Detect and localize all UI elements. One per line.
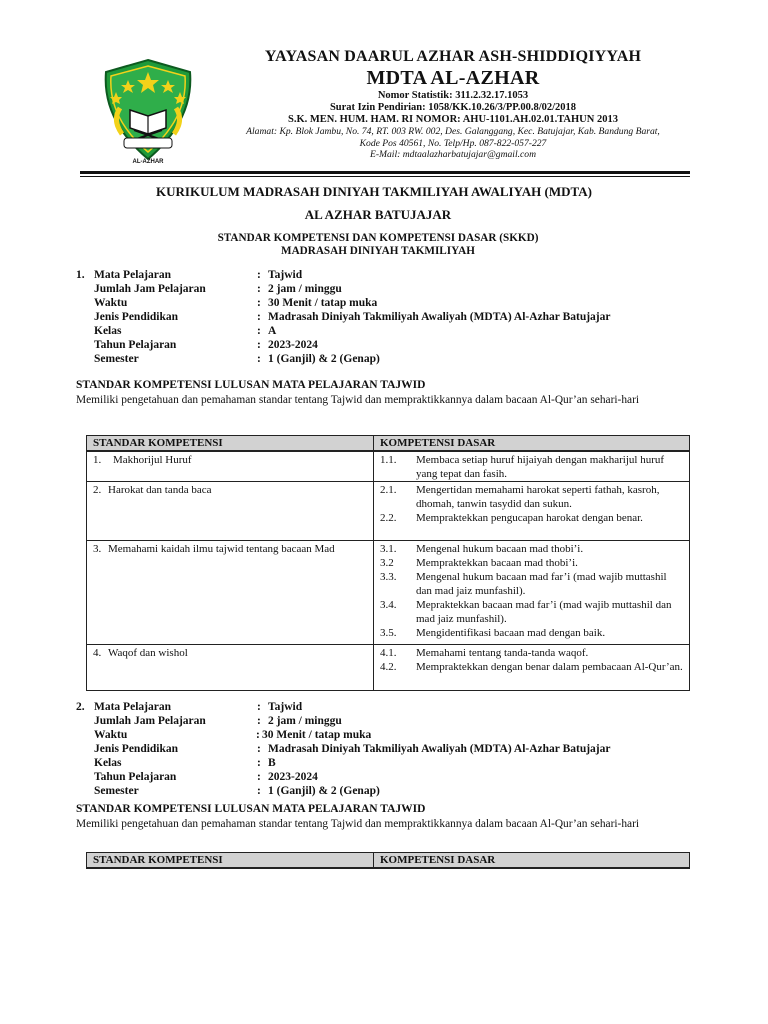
colon: : [257,757,261,769]
table-header-row [87,436,690,452]
column-header-kd: KOMPETENSI DASAR [374,436,690,452]
kd-number: 3.5. [380,627,397,639]
sk-number: 2. [93,484,102,496]
permit-number: Surat Izin Pendirian: 1058/KK.10.26/3/PP.00.8/02/2018 [329,102,577,113]
sk-number: 4. [93,647,102,659]
value-class: A [268,325,277,337]
column-header-kd: KOMPETENSI DASAR [374,853,690,869]
kd-number: 2.1. [380,484,397,496]
value-time: 30 Menit / tatap muka [262,729,372,741]
table-row [87,482,690,541]
colon: : [257,325,261,337]
kd-number: 4.2. [380,661,397,673]
colon: : [257,311,261,323]
sk-text: Makhorijul Huruf [113,454,192,466]
value-hours: 2 jam / minggu [268,283,342,295]
heading-line-3: STANDAR KOMPETENSI DAN KOMPETENSI DASAR (SKKD) [217,232,539,244]
kd-number: 4.1. [380,647,397,659]
table-header-row [87,853,690,869]
value-subject: Tajwid [268,701,303,713]
heading-line-2: AL AZHAR BATUJAJAR [304,207,452,222]
column-header-sk: STANDAR KOMPETENSI [87,853,374,869]
section-1-sk-desc: Memiliki pengetahuan dan pemahaman standar tentang Tajwid dan mempraktikkannya dalam bacaan Al-Qur’an sehari-hari [76,394,640,406]
header-divider-thin [80,176,690,177]
column-header-sk: STANDAR KOMPETENSI [87,436,374,452]
label-semester: Semester [94,353,139,365]
colon: : [257,353,261,365]
kd-text: Mengidentifikasi bacaan mad dengan baik. [416,627,606,639]
section-2-sk-title: STANDAR KOMPETENSI LULUSAN MATA PELAJARAN TAJWID [76,803,426,815]
kd-text: Mengertidan memahami harokat seperti fathah, kasroh, dhomah, tanwin tasydid dan sukun. [416,484,660,510]
value-year: 2023-2024 [268,339,318,351]
label-education-type: Jenis Pendidikan [94,743,179,755]
kd-number: 3.4. [380,599,397,611]
address-line-2: Kode Pos 40561, No. Telp/Hp. 087-822-057-227 [359,137,547,149]
kd-number: 3.1. [380,543,397,555]
colon: : [257,743,261,755]
logo-text: AL-AZHAR [132,159,164,165]
foundation-name: YAYASAN DAARUL AZHAR ASH-SHIDDIQIYYAH [264,48,642,65]
colon: : [257,715,261,727]
school-name: MDTA AL-AZHAR [366,67,540,89]
address-line-1: Alamat: Kp. Blok Jambu, No. 74, RT. 003 RW. 002, Des. Galanggang, Kec. Batujajar, Kab. Bandung Barat, [246,126,660,137]
label-hours: Jumlah Jam Pelajaran [94,283,206,295]
table-row [87,451,690,482]
label-class: Kelas [94,325,122,337]
letterhead-text [198,48,708,161]
value-class: B [268,757,276,769]
section-1-sk-title: STANDAR KOMPETENSI LULUSAN MATA PELAJARAN TAJWID [76,379,426,391]
kd-text: Memahami tentang tanda-tanda waqof. [416,647,589,659]
colon: : [257,297,261,309]
school-logo-icon [98,58,198,162]
kd-text: Mempraktekkan pengucapan harokat dengan benar. [416,512,643,524]
table-row [87,541,690,645]
heading-line-1: KURIKULUM MADRASAH DINIYAH TAKMILIYAH AWALIYAH (MDTA) [156,184,592,199]
sk-number: 1. [93,454,102,466]
label-semester: Semester [94,785,139,797]
sk-text: Waqof dan wishol [108,647,188,659]
kd-text: Mepraktekkan bacaan mad far’i (mad wajib muttashil dan mad jaiz munfashil). [416,599,672,625]
colon: : [257,269,261,281]
label-year: Tahun Pelajaran [94,339,177,351]
colon: : [257,701,261,713]
value-education-type: Madrasah Diniyah Takmiliyah Awaliyah (MDTA) Al-Azhar Batujajar [268,743,611,755]
colon: : [257,283,261,295]
label-education-type: Jenis Pendidikan [94,311,179,323]
section-2-info [76,700,696,798]
kd-number: 1.1. [380,454,397,466]
label-time: Waktu [94,729,128,741]
kd-text: Mempraktekkan dengan benar dalam pembacaan Al-Qur’an. [416,661,683,673]
label-subject: Mata Pelajaran [94,269,171,281]
sk-text: Harokat dan tanda baca [108,484,212,496]
document-heading [0,184,768,258]
kd-text: Membaca setiap huruf hijaiyah dengan makharijul huruf yang tepat dan fasih. [416,454,665,480]
sk-text: Memahami kaidah ilmu tajwid tentang bacaan Mad [108,543,335,555]
label-class: Kelas [94,757,122,769]
label-hours: Jumlah Jam Pelajaran [94,715,206,727]
colon: : [257,785,261,797]
colon: : [256,729,260,741]
kd-text: Mengenal hukum bacaan mad thobi’i. [416,543,584,555]
colon: : [257,339,261,351]
kd-text: Mempraktekkan bacaan mad thobi’i. [416,557,578,569]
table-row [87,645,690,691]
section-number: 2. [76,701,85,713]
value-semester: 1 (Ganjil) & 2 (Genap) [268,353,380,365]
value-year: 2023-2024 [268,771,318,783]
colon: : [257,771,261,783]
value-education-type: Madrasah Diniyah Takmiliyah Awaliyah (MDTA) Al-Azhar Batujajar [268,311,611,323]
section-number: 1. [76,269,85,281]
label-subject: Mata Pelajaran [94,701,171,713]
kd-number: 3.2 [380,557,394,569]
value-hours: 2 jam / minggu [268,715,342,727]
kd-number: 3.3. [380,571,397,583]
decree-number: S.K. MEN. HUM. HAM. RI NOMOR: AHU-1101.AH.02.01.TAHUN 2013 [288,114,618,125]
kd-text: Mengenal hukum bacaan mad far’i (mad wajib muttashil dan mad jaiz munfashil). [416,571,667,597]
email-address: E-Mail: mdtaalazharbatujajar@gmail.com [369,149,537,160]
label-time: Waktu [94,297,128,309]
value-semester: 1 (Ganjil) & 2 (Genap) [268,785,380,797]
header-divider-thick [80,171,690,174]
section-2-sk-desc: Memiliki pengetahuan dan pemahaman standar tentang Tajwid dan mempraktikkannya dalam bacaan Al-Qur’an sehari-hari [76,818,640,830]
section-1-competency-table [86,435,690,691]
label-year: Tahun Pelajaran [94,771,177,783]
section-1-info [76,268,696,366]
kd-number: 2.2. [380,512,397,524]
sk-number: 3. [93,543,102,555]
section-2-competency-table [86,852,690,869]
heading-line-4: MADRASAH DINIYAH TAKMILIYAH [281,245,475,257]
stat-number: Nomor Statistik: 311.2.32.17.1053 [377,90,529,101]
letterhead [0,40,768,172]
value-time: 30 Menit / tatap muka [268,297,378,309]
value-subject: Tajwid [268,269,303,281]
